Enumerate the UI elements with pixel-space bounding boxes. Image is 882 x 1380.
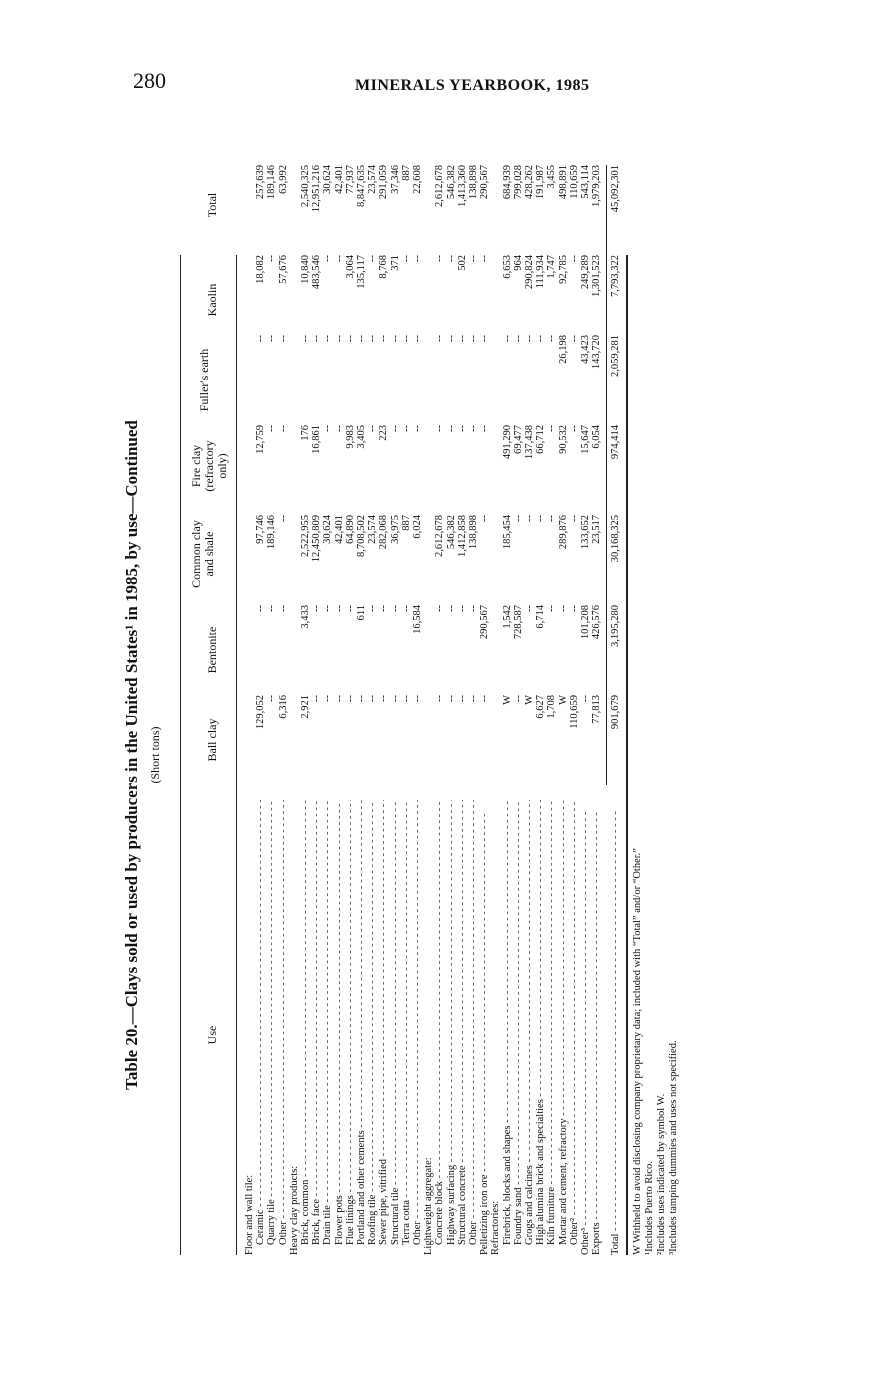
cell-fire-clay: 3,405 (356, 425, 367, 449)
cell-ball-clay: -- (367, 695, 379, 702)
cell-common-clay: -- (277, 515, 289, 522)
cell-common-clay: 97,746 (255, 515, 267, 544)
cell-kaolin: 1,301,523 (591, 255, 603, 297)
cell-bentonite: -- (322, 605, 334, 612)
cell-common-clay: 8,708,502 (356, 515, 367, 557)
row-label: Highway surfacing - - - (446, 800, 457, 1255)
cell-fire-clay: -- (434, 425, 446, 432)
row-label: Structural tile - - - (390, 800, 401, 1255)
cell-fullers-earth: -- (266, 335, 278, 342)
cell-kaolin: 57,676 (277, 255, 289, 284)
cell-ball-clay: -- (434, 695, 446, 702)
cell-kaolin: 111,934 (535, 255, 547, 289)
cell-fullers-earth: 26,198 (557, 335, 569, 364)
cell-fullers-earth: -- (568, 335, 580, 342)
cell-fullers-earth: 2,059,281 (610, 335, 622, 377)
table-row (311, 165, 323, 1255)
cell-kaolin: 92,785 (557, 255, 569, 284)
col-head-total: Total (205, 192, 219, 218)
cell-fire-clay: -- (568, 425, 580, 432)
cell-ball-clay: 901,679 (610, 695, 622, 730)
col-head-fire-clay: Fire clay (refractory only) (189, 440, 229, 492)
cell-kaolin: -- (367, 255, 379, 262)
cell-fullers-earth: -- (468, 335, 479, 342)
cell-ball-clay: -- (356, 695, 367, 702)
row-label: Grogs and calcines - - - (524, 800, 535, 1255)
cell-fullers-earth: -- (322, 335, 334, 342)
cell-fire-clay: -- (456, 425, 468, 432)
cell-kaolin: 483,546 (311, 255, 323, 290)
cell-fullers-earth: -- (378, 335, 390, 342)
cell-total: 291,059 (378, 165, 390, 200)
cell-fullers-earth: -- (434, 335, 446, 342)
cell-common-clay: 23,517 (591, 515, 603, 544)
footnote: W Withheld to avoid disclosing company proprietary data; included with “Total” and/or “Other.” (632, 848, 644, 1255)
cell-bentonite: -- (333, 605, 345, 612)
cell-common-clay: 289,876 (557, 515, 569, 550)
row-label: Terra cotta - - - (401, 800, 412, 1255)
table-row (423, 255, 434, 1255)
cell-ball-clay: -- (266, 695, 278, 702)
cell-total: 546,382 (445, 165, 457, 200)
table-row (501, 165, 513, 1255)
cell-bentonite: 611 (356, 605, 367, 621)
cell-ball-clay: -- (344, 695, 356, 702)
cell-common-clay: 1,412,858 (456, 515, 468, 557)
row-label: Other - - - (278, 800, 289, 1255)
cell-total: 189,146 (266, 165, 278, 200)
row-label: Mortar and cement, refractory - - - (558, 800, 569, 1255)
cell-total: 2,612,678 (434, 165, 446, 207)
cell-total: 799,028 (512, 165, 524, 200)
running-head: MINERALS YEARBOOK, 1985 (355, 77, 590, 94)
cell-fullers-earth: -- (445, 335, 457, 342)
table-row (244, 255, 255, 1255)
cell-total: 77,937 (344, 165, 356, 194)
cell-bentonite: -- (311, 605, 323, 612)
cell-bentonite: -- (255, 605, 267, 612)
row-label: Ceramic - - - (255, 800, 266, 1255)
cell-common-clay: 2,612,678 (434, 515, 446, 557)
row-label: Concrete block - - - (434, 800, 445, 1255)
cell-common-clay: 30,624 (322, 515, 334, 544)
cell-fullers-earth: -- (524, 335, 535, 342)
row-label: Other² - - - (569, 800, 580, 1255)
cell-ball-clay: -- (580, 695, 591, 702)
cell-fullers-earth: -- (412, 335, 423, 342)
cell-fire-clay: 137,438 (524, 425, 535, 460)
row-label: Foundry sand - - - (513, 800, 524, 1255)
cell-ball-clay: -- (378, 695, 390, 702)
table-row (266, 165, 278, 1255)
cell-ball-clay: -- (445, 695, 457, 702)
cell-ball-clay: 6,627 (535, 695, 547, 719)
cell-ball-clay: 1,708 (546, 695, 558, 719)
cell-fire-clay: -- (322, 425, 334, 432)
row-label: High alumina brick and specialties - - - (535, 800, 546, 1255)
cell-common-clay: -- (512, 515, 524, 522)
cell-ball-clay: W (524, 695, 535, 705)
col-head-ball-clay: Ball clay (205, 718, 219, 762)
row-label: Total - - - (610, 810, 621, 1255)
cell-total: 45,092,301 (610, 165, 622, 213)
table-row (445, 165, 457, 1255)
cell-kaolin: 371 (389, 255, 401, 271)
cell-common-clay: 138,898 (468, 515, 479, 550)
cell-ball-clay: 2,921 (300, 695, 311, 719)
row-label: Other - - - (412, 800, 423, 1255)
cell-kaolin: -- (445, 255, 457, 262)
cell-bentonite: -- (367, 605, 379, 612)
table-row (524, 165, 535, 1255)
cell-ball-clay: -- (412, 695, 423, 702)
cell-common-clay: -- (568, 515, 580, 522)
cell-total: 428,262 (524, 165, 535, 200)
cell-kaolin: 7,793,322 (610, 255, 622, 297)
cell-ball-clay: -- (400, 695, 412, 702)
cell-total: 887 (400, 165, 412, 181)
cell-fullers-earth: -- (277, 335, 289, 342)
cell-bentonite: -- (468, 605, 479, 612)
cell-bentonite: -- (277, 605, 289, 612)
cell-bentonite: 426,576 (591, 605, 603, 640)
cell-bentonite: 728,587 (512, 605, 524, 640)
cell-kaolin: 3,064 (344, 255, 356, 279)
table-row (479, 165, 491, 1255)
table-row (300, 165, 311, 1255)
cell-fullers-earth: -- (344, 335, 356, 342)
cell-fullers-earth: -- (479, 335, 491, 342)
cell-bentonite: -- (434, 605, 446, 612)
cell-common-clay: -- (524, 515, 535, 522)
cell-fire-clay: 69,477 (512, 425, 524, 454)
footnote: ³Includes tamping dummies and uses not specified. (668, 1040, 680, 1255)
table-row (367, 165, 379, 1255)
row-label: Roofing tile - - - (367, 800, 378, 1255)
row-label: Firebrick, blocks and shapes - - - (502, 800, 513, 1255)
row-label: Quarry tile - - - (266, 800, 277, 1255)
table-row (400, 165, 412, 1255)
cell-total: 12,951,216 (311, 165, 323, 213)
cell-kaolin: -- (322, 255, 334, 262)
row-label: Brick, face - - - (311, 800, 322, 1255)
row-label: Floor and wall tile: (244, 1174, 255, 1255)
cell-total: 22,608 (412, 165, 423, 194)
table-row (568, 165, 580, 1255)
col-head-kaolin: Kaolin (205, 283, 219, 317)
cell-common-clay: 887 (400, 515, 412, 531)
cell-fire-clay: -- (468, 425, 479, 432)
cell-bentonite: -- (400, 605, 412, 612)
cell-total: 257,639 (255, 165, 267, 200)
cell-common-clay: 6,024 (412, 515, 423, 539)
table-row (468, 165, 479, 1255)
cell-total: 23,574 (367, 165, 379, 194)
table-row (591, 165, 603, 1255)
cell-total: 1,413,360 (456, 165, 468, 207)
cell-bentonite: 3,433 (300, 605, 311, 629)
footnote: ²Includes uses indicated by symbol W. (656, 1093, 668, 1255)
cell-kaolin: 249,289 (580, 255, 591, 290)
cell-ball-clay: -- (389, 695, 401, 702)
cell-common-clay: 185,454 (501, 515, 513, 550)
table-row (456, 165, 468, 1255)
cell-common-clay: 42,401 (333, 515, 345, 544)
cell-kaolin: 290,824 (524, 255, 535, 290)
cell-ball-clay: -- (456, 695, 468, 702)
cell-kaolin: 1,747 (546, 255, 558, 279)
cell-fullers-earth: 43,423 (580, 335, 591, 364)
cell-ball-clay: W (501, 695, 513, 705)
cell-kaolin: 18,082 (255, 255, 267, 284)
table-row (546, 165, 558, 1255)
cell-common-clay: 30,168,325 (610, 515, 622, 563)
cell-kaolin: -- (468, 255, 479, 262)
table-subtitle: (Short tons) (148, 726, 162, 784)
cell-kaolin: 135,117 (356, 255, 367, 289)
cell-bentonite: 290,567 (479, 605, 491, 640)
row-label: Exports - - - (591, 810, 602, 1255)
table-row (412, 165, 423, 1255)
cell-common-clay: 23,574 (367, 515, 379, 544)
table-row (512, 165, 524, 1255)
table-row (344, 165, 356, 1255)
table-row (356, 165, 367, 1255)
row-label: Sewer pipe, vitrified - - - (378, 800, 389, 1255)
cell-fire-clay: -- (389, 425, 401, 432)
cell-bentonite: 6,714 (535, 605, 547, 629)
cell-total: 8,847,635 (356, 165, 367, 207)
cell-fullers-earth: -- (300, 335, 311, 342)
cell-fullers-earth: -- (367, 335, 379, 342)
cell-common-clay: 133,652 (580, 515, 591, 550)
row-label: Structural concrete - - - (457, 800, 468, 1255)
cell-kaolin: 964 (512, 255, 524, 271)
cell-fire-clay: -- (445, 425, 457, 432)
cell-fire-clay: -- (277, 425, 289, 432)
row-label: Other - - - (468, 800, 479, 1255)
table-row (277, 165, 289, 1255)
cell-bentonite: -- (568, 605, 580, 612)
cell-fire-clay: 90,532 (557, 425, 569, 454)
row-label: Flower pots - - - (334, 800, 345, 1255)
cell-total: 2,540,325 (300, 165, 311, 207)
cell-total: 138,898 (468, 165, 479, 200)
page-number: 280 (133, 68, 166, 93)
header-rule-top (180, 255, 181, 1255)
col-head-bentonite: Bentonite (205, 626, 219, 674)
row-label: Kiln furniture - - - (546, 800, 557, 1255)
cell-total: 30,624 (322, 165, 334, 194)
cell-ball-clay: -- (512, 695, 524, 702)
cell-total: 1,979,203 (591, 165, 603, 207)
cell-total: 3,455 (546, 165, 558, 189)
cell-common-clay: 36,975 (389, 515, 401, 544)
cell-fire-clay: -- (479, 425, 491, 432)
cell-fullers-earth: -- (311, 335, 323, 342)
row-label: Pelletizing iron ore - - - (479, 810, 490, 1255)
cell-bentonite: -- (378, 605, 390, 612)
cell-common-clay: 546,382 (445, 515, 457, 550)
table-row (557, 165, 569, 1255)
footnote: ¹Includes Puerto Rico. (644, 1161, 656, 1255)
cell-total: 191,987 (535, 165, 547, 200)
cell-fire-clay: 176 (300, 425, 311, 441)
cell-common-clay: -- (479, 515, 491, 522)
cell-ball-clay: -- (479, 695, 491, 702)
cell-bentonite: -- (524, 605, 535, 612)
cell-common-clay: 12,450,809 (311, 515, 323, 563)
row-label: Flue linings - - - (345, 800, 356, 1255)
cell-bentonite: 1,542 (501, 605, 513, 629)
total-rule (606, 165, 607, 785)
cell-fire-clay: -- (400, 425, 412, 432)
cell-fire-clay: 12,759 (255, 425, 267, 454)
table-row (535, 165, 547, 1255)
table-row (389, 165, 401, 1255)
cell-kaolin: -- (333, 255, 345, 262)
cell-fire-clay: -- (266, 425, 278, 432)
cell-fullers-earth: -- (333, 335, 345, 342)
cell-fire-clay: 491,290 (501, 425, 513, 460)
cell-bentonite: -- (557, 605, 569, 612)
cell-fullers-earth: -- (501, 335, 513, 342)
cell-total: 290,567 (479, 165, 491, 200)
cell-ball-clay: W (557, 695, 569, 705)
cell-bentonite: -- (456, 605, 468, 612)
cell-ball-clay: -- (468, 695, 479, 702)
cell-kaolin: -- (568, 255, 580, 262)
cell-bentonite: -- (344, 605, 356, 612)
cell-ball-clay: -- (322, 695, 334, 702)
table-row (580, 165, 591, 1255)
cell-bentonite: -- (266, 605, 278, 612)
table-row (333, 165, 345, 1255)
cell-fire-clay: 6,054 (591, 425, 603, 449)
cell-fullers-earth: 143,720 (591, 335, 603, 370)
cell-fire-clay: 974,414 (610, 425, 622, 460)
cell-kaolin: -- (434, 255, 446, 262)
cell-fire-clay: -- (412, 425, 423, 432)
cell-kaolin: 6,653 (501, 255, 513, 279)
row-label: Drain tile - - - (322, 800, 333, 1255)
table-row (434, 165, 446, 1255)
cell-fullers-earth: -- (535, 335, 547, 342)
cell-kaolin: 502 (456, 255, 468, 271)
cell-common-clay: 189,146 (266, 515, 278, 550)
cell-kaolin: -- (412, 255, 423, 262)
cell-ball-clay: 77,813 (591, 695, 603, 724)
cell-bentonite: -- (546, 605, 558, 612)
cell-ball-clay: -- (311, 695, 323, 702)
cell-fire-clay: 15,647 (580, 425, 591, 454)
total-row (610, 165, 622, 1255)
cell-ball-clay: 129,052 (255, 695, 267, 730)
cell-ball-clay: 6,316 (277, 695, 289, 719)
cell-ball-clay: 110,659 (568, 695, 580, 729)
table-row (289, 255, 300, 1255)
cell-fullers-earth: -- (546, 335, 558, 342)
cell-total: 543,114 (580, 165, 591, 199)
cell-bentonite: 3,195,280 (610, 605, 622, 647)
cell-fullers-earth: -- (400, 335, 412, 342)
cell-common-clay: -- (546, 515, 558, 522)
cell-total: 684,939 (501, 165, 513, 200)
row-label: Refractories: (490, 1200, 502, 1255)
cell-common-clay: 64,890 (344, 515, 356, 544)
cell-bentonite: 16,584 (412, 605, 423, 634)
cell-total: 498,891 (557, 165, 569, 200)
cell-bentonite: -- (445, 605, 457, 612)
row-label: Other³ - - - (580, 810, 591, 1255)
row-label: Lightweight aggregate: (423, 1157, 435, 1255)
cell-fire-clay: -- (367, 425, 379, 432)
row-label: Portland and other cements - - - (356, 800, 367, 1255)
table-bottom-rule (626, 255, 628, 1255)
cell-fire-clay: 9,983 (344, 425, 356, 449)
cell-total: 37,346 (389, 165, 401, 194)
table-title: Table 20.—Clays sold or used by producers in the United States¹ in 1985, by use—Continued (122, 420, 141, 1090)
cell-fullers-earth: -- (356, 335, 367, 342)
table-row (378, 165, 390, 1255)
cell-ball-clay: -- (333, 695, 345, 702)
table-row (322, 165, 334, 1255)
col-head-common-clay: Common clay and shale (189, 520, 216, 588)
col-head-use: Use (205, 1025, 219, 1045)
cell-fire-clay: -- (546, 425, 558, 432)
cell-kaolin: 10,840 (300, 255, 311, 284)
table-row (490, 255, 501, 1255)
cell-fullers-earth: -- (389, 335, 401, 342)
table-row (255, 165, 267, 1255)
cell-total: 63,992 (277, 165, 289, 194)
cell-total: 42,401 (333, 165, 345, 194)
cell-fullers-earth: -- (456, 335, 468, 342)
cell-kaolin: -- (479, 255, 491, 262)
cell-fire-clay: -- (333, 425, 345, 432)
cell-bentonite: -- (389, 605, 401, 612)
cell-fire-clay: 16,861 (311, 425, 323, 454)
row-label: Heavy clay products: (288, 1165, 300, 1255)
cell-fire-clay: 66,712 (535, 425, 547, 454)
cell-kaolin: -- (266, 255, 278, 262)
rotated-table (118, 105, 708, 1255)
col-head-fullers-earth: Fuller's earth (197, 348, 211, 412)
cell-fullers-earth: -- (255, 335, 267, 342)
cell-common-clay: 2,522,955 (300, 515, 311, 557)
cell-common-clay: 282,068 (378, 515, 390, 550)
cell-kaolin: 8,768 (378, 255, 390, 279)
cell-common-clay: -- (535, 515, 547, 522)
cell-bentonite: 101,208 (580, 605, 591, 640)
row-label: Brick, common - - - (300, 800, 311, 1255)
header-rule-bottom (236, 255, 237, 1255)
cell-total: 110,659 (568, 165, 580, 199)
cell-kaolin: -- (400, 255, 412, 262)
cell-fullers-earth: -- (512, 335, 524, 342)
cell-fire-clay: 223 (378, 425, 390, 441)
